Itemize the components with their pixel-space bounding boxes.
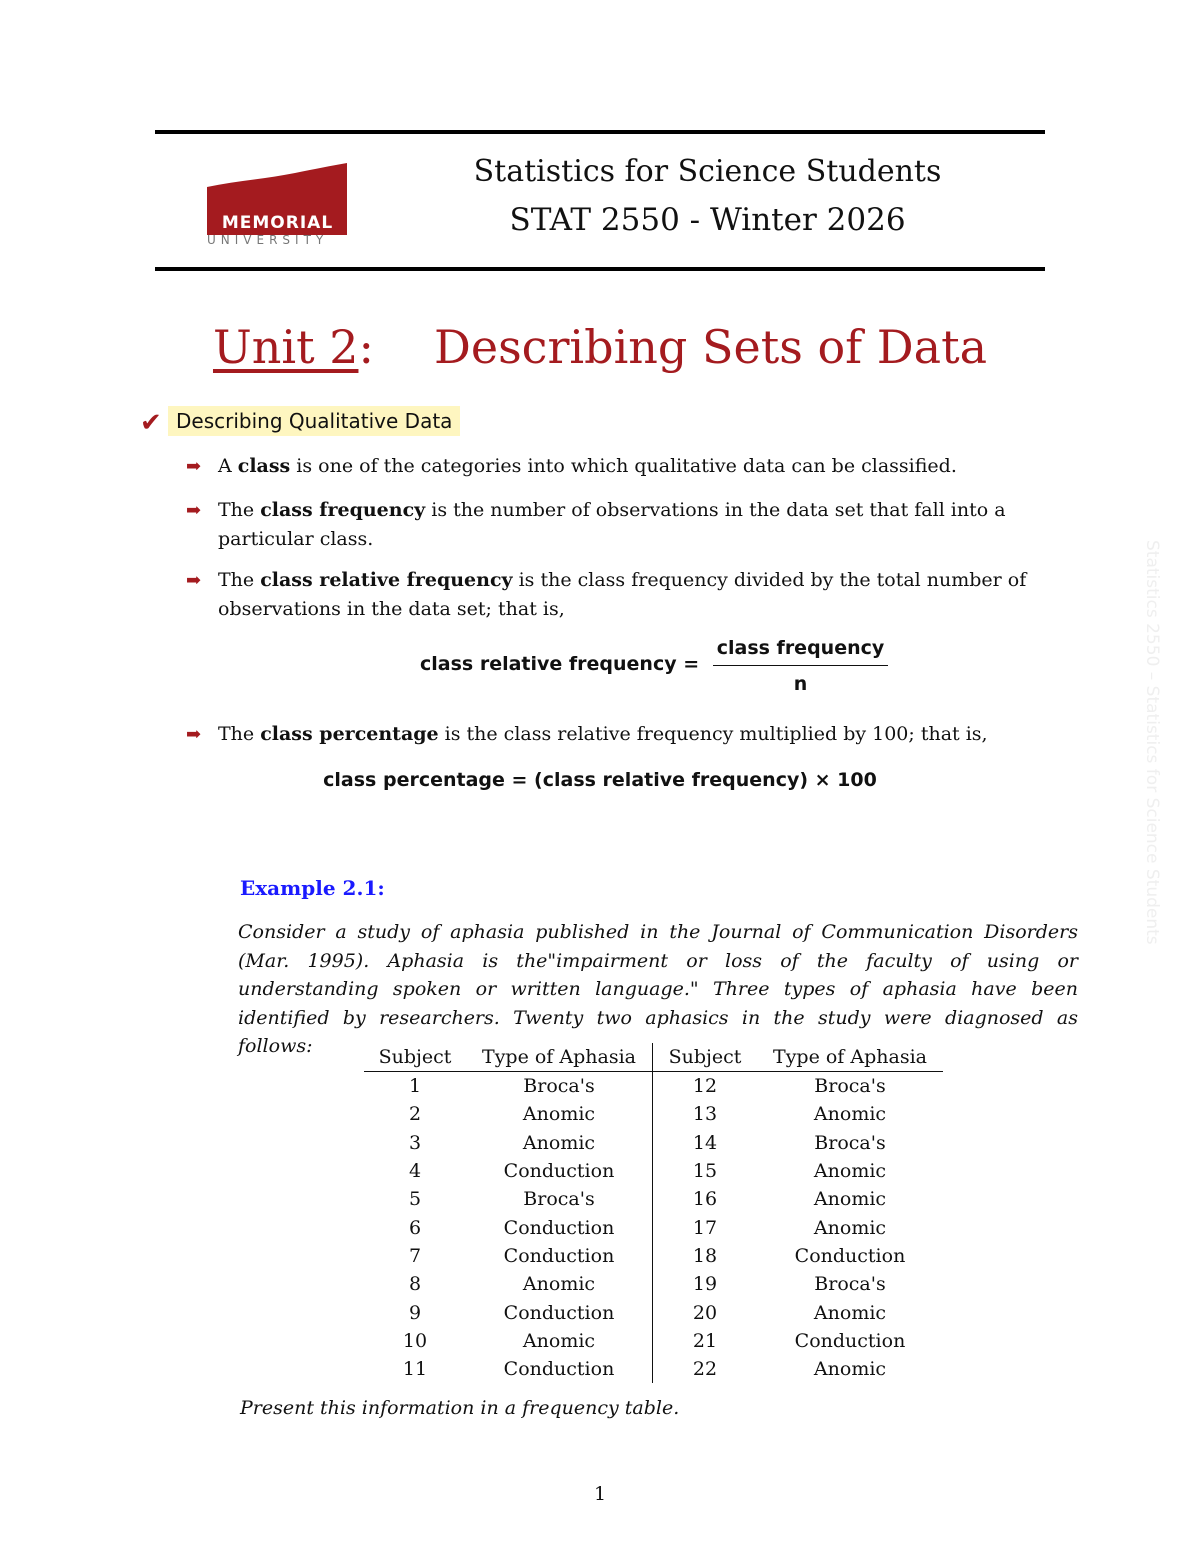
percentage-formula: class percentage = (class relative frequency) × 100 (323, 769, 877, 791)
subject-cell: 17 (653, 1213, 758, 1241)
table-row (364, 1072, 943, 1101)
unit-heading (0, 320, 1200, 374)
arrow-bullet-icon: ➡ (186, 456, 202, 477)
table-row (364, 1242, 943, 1270)
aphasia-type-cell: Broca's (814, 1075, 886, 1098)
aphasia-type-cell: Anomic (522, 1329, 596, 1352)
relative-frequency-formula-lhs: class relative frequency = (420, 653, 700, 675)
relative-frequency-fraction (713, 637, 888, 695)
bullet-text: The (218, 569, 261, 591)
subject-cell: 8 (408, 1273, 422, 1296)
bullet-term: class percentage (260, 723, 439, 745)
bullet-text: is the number of observations in the data set that fall into a particular class. (218, 499, 1006, 550)
aphasia-type-cell: Anomic (522, 1103, 596, 1126)
table-row (364, 1157, 943, 1185)
subject-cell: 9 (408, 1301, 422, 1324)
aphasia-type-cell: Conduction (503, 1244, 615, 1267)
subject-cell: 11 (402, 1358, 428, 1381)
aphasia-type-cell: Conduction (794, 1244, 906, 1267)
memorial-university-logo (205, 163, 350, 249)
definition-class-frequency (186, 496, 1098, 554)
subject-cell: 12 (653, 1072, 758, 1101)
logo-subtitle: UNIVERSITY (207, 233, 329, 247)
subject-cell: 2 (408, 1103, 422, 1126)
subject-cell: 1 (408, 1075, 422, 1098)
subject-cell: 16 (653, 1185, 758, 1213)
aphasia-type-cell: Broca's (814, 1273, 886, 1296)
table-header-row (364, 1043, 943, 1072)
aphasia-type-cell: Conduction (503, 1216, 615, 1239)
bullet-text: is one of the categories into which qualitative data can be classified. (290, 455, 957, 477)
definition-class-relative-frequency (186, 566, 1098, 624)
column-header: Type of Aphasia (757, 1043, 943, 1072)
bullet-term: class (237, 455, 291, 477)
logo-wordmark: MEMORIAL (221, 213, 334, 233)
fraction-denominator: n (793, 673, 808, 695)
aphasia-type-cell: Anomic (813, 1301, 887, 1324)
subject-cell: 4 (408, 1160, 422, 1183)
arrow-bullet-icon: ➡ (186, 724, 202, 745)
section-title: Describing Qualitative Data (168, 406, 460, 436)
table-row (364, 1213, 943, 1241)
arrow-bullet-icon: ➡ (186, 500, 202, 521)
bullet-text: is the class relative frequency multiplied by 100; that is, (438, 723, 988, 745)
example-prompt: Present this information in a frequency table. (240, 1397, 680, 1419)
bullet-term: class relative frequency (260, 569, 513, 591)
course-code: STAT 2550 - Winter 2026 (509, 202, 906, 238)
arrow-bullet-icon: ➡ (186, 570, 202, 591)
aphasia-data-table (364, 1043, 943, 1383)
aphasia-type-cell: Broca's (523, 1075, 595, 1098)
subject-cell: 22 (653, 1355, 758, 1383)
unit-colon: : (358, 320, 374, 374)
aphasia-type-cell: Broca's (523, 1188, 595, 1211)
bullet-text: The (218, 499, 261, 521)
aphasia-type-cell: Anomic (522, 1273, 596, 1296)
subject-cell: 5 (408, 1188, 422, 1211)
aphasia-type-cell: Anomic (813, 1358, 887, 1381)
table-row (364, 1298, 943, 1326)
definition-class (186, 452, 1098, 481)
table-row (364, 1355, 943, 1383)
page-number: 1 (593, 1483, 607, 1505)
subject-cell: 20 (653, 1298, 758, 1326)
aphasia-type-cell: Anomic (813, 1160, 887, 1183)
course-name: Statistics for Science Students (473, 154, 942, 189)
bullet-text: A (218, 455, 238, 477)
aphasia-type-cell: Conduction (794, 1329, 906, 1352)
fraction-numerator: class frequency (713, 637, 888, 666)
aphasia-type-cell: Broca's (814, 1131, 886, 1154)
header-top-rule (155, 130, 1045, 134)
table-row (364, 1270, 943, 1298)
subject-cell: 7 (408, 1244, 422, 1267)
side-watermark: Statistics 2550 – Statistics for Science Students (1142, 540, 1162, 945)
example-description: Consider a study of aphasia published in the Journal of Communication Disorders (Mar. 1995). Aphasia is the"impairment or loss of the faculty of using or understanding spoken or written language." Three types of aphasia have been identified by researchers. Twenty two aphasics in the study were diagnosed as follows: (238, 921, 1078, 1057)
aphasia-type-cell: Conduction (503, 1301, 615, 1324)
subject-cell: 13 (653, 1100, 758, 1128)
aphasia-type-cell: Anomic (522, 1131, 596, 1154)
definition-class-percentage (186, 720, 1098, 749)
aphasia-type-cell: Anomic (813, 1103, 887, 1126)
aphasia-type-cell: Anomic (813, 1188, 887, 1211)
subject-cell: 15 (653, 1157, 758, 1185)
column-header: Subject (364, 1043, 466, 1072)
table-row (364, 1129, 943, 1157)
table-row (364, 1327, 943, 1355)
column-header: Type of Aphasia (466, 1043, 653, 1072)
subject-cell: 14 (653, 1129, 758, 1157)
aphasia-type-cell: Anomic (813, 1216, 887, 1239)
bullet-text: is the class frequency divided by the total number of observations in the data set; that is, (218, 569, 1027, 620)
header-bottom-rule (155, 267, 1045, 271)
aphasia-type-cell: Conduction (503, 1160, 615, 1183)
subject-cell: 6 (408, 1216, 422, 1239)
checkmark-icon: ✔ (140, 408, 162, 438)
aphasia-type-cell: Conduction (503, 1358, 615, 1381)
subject-cell: 10 (402, 1329, 428, 1352)
column-header: Subject (653, 1043, 758, 1072)
subject-cell: 21 (653, 1327, 758, 1355)
bullet-term: class frequency (260, 499, 426, 521)
example-title: Example 2.1: (240, 876, 385, 900)
subject-cell: 18 (653, 1242, 758, 1270)
table-row (364, 1100, 943, 1128)
table-row (364, 1185, 943, 1213)
subject-cell: 19 (653, 1270, 758, 1298)
subject-cell: 3 (408, 1131, 422, 1154)
unit-title: Describing Sets of Data (433, 320, 988, 374)
unit-label: Unit 2 (212, 320, 359, 374)
bullet-text: The (218, 723, 261, 745)
